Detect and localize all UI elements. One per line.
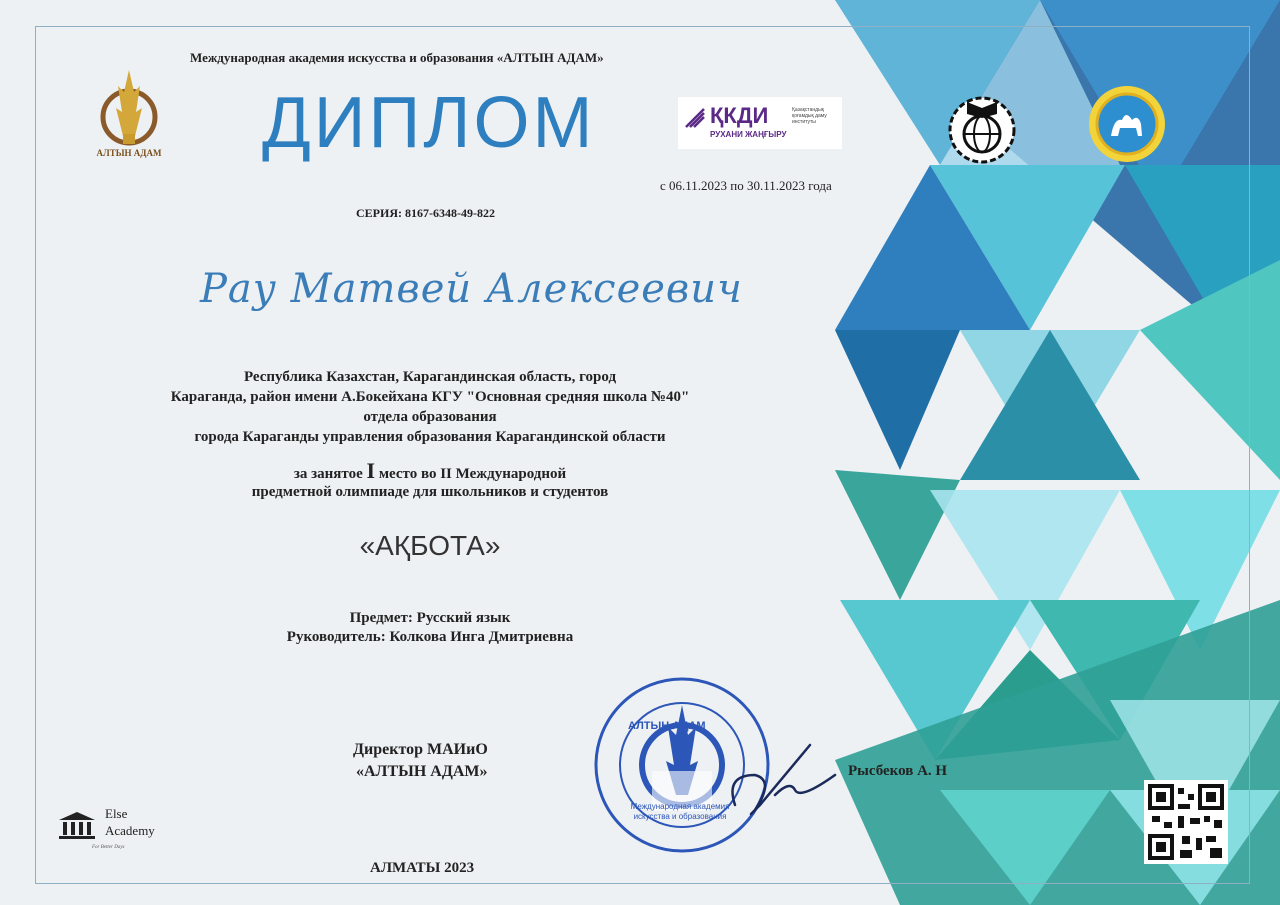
address-line-3: отдела образования [363, 409, 497, 425]
else-academy-line1: Else [105, 806, 128, 821]
date-range: с 06.11.2023 по 30.11.2023 года [660, 178, 832, 193]
page-title: ДИПЛОМ [262, 83, 596, 163]
signature-mark [715, 735, 845, 825]
series-number: СЕРИЯ: 8167-6348-49-822 [356, 206, 495, 220]
award-line-1 [60, 458, 800, 484]
director-title: Директор МАИиО [353, 741, 488, 758]
address-line-2: Караганда, район имени А.Бокейхана КГУ "Основная средняя школа №40" [170, 389, 690, 405]
award-line-2: предметной олимпиаде для школьников и студентов [251, 484, 609, 500]
address-line-4: города Караганды управления образования Карагандинской области [194, 429, 666, 445]
olympiad-name: «АҚБОТА» [359, 530, 501, 561]
kkdi-side-text: Қазақстандық қоғамдық даму институты [792, 107, 827, 125]
academy-line: Международная академия искусства и образования «АЛТЫН АДАМ» [190, 50, 604, 65]
recipient-name: Рау Матвей Алексеевич [200, 266, 743, 312]
city-year: АЛМАТЫ 2023 [370, 860, 475, 876]
else-academy-building-icon [57, 810, 97, 840]
director-org: «АЛТЫН АДАМ» [356, 763, 488, 780]
kkdi-emblem-icon [684, 107, 706, 129]
altyn-adam-logo-caption: АЛТЫН АДАМ [96, 148, 162, 158]
kkdi-main-text: ҚКДИ [710, 103, 769, 128]
stamp-center-text: Международная академия искусства и образования [630, 802, 730, 821]
supervisor-line: Руководитель: Колкова Инга Дмитриевна [286, 629, 574, 645]
kkdi-logo [678, 97, 842, 149]
award-place: I [366, 458, 376, 483]
stamp-top-text: АЛТЫН АДАМ [628, 720, 706, 732]
award-suffix: место во II Международной [378, 466, 567, 482]
else-academy-line2: Academy [105, 823, 155, 838]
award-prefix: за занятое [293, 466, 363, 482]
globe-book-logo-icon [945, 88, 1020, 164]
else-academy-tagline: For Better Days [92, 845, 125, 850]
qr-code-icon [1144, 780, 1228, 864]
address-line-1: Республика Казахстан, Карагандинская область, город [243, 369, 617, 385]
qr-code [1144, 780, 1228, 864]
subject-line: Предмет: Русский язык [349, 610, 511, 626]
signer-name: Рысбеков А. Н [848, 763, 948, 779]
camel-emblem-icon [1086, 84, 1168, 164]
kkdi-sub-text: РУХАНИ ЖАҢҒЫРУ [710, 130, 787, 139]
